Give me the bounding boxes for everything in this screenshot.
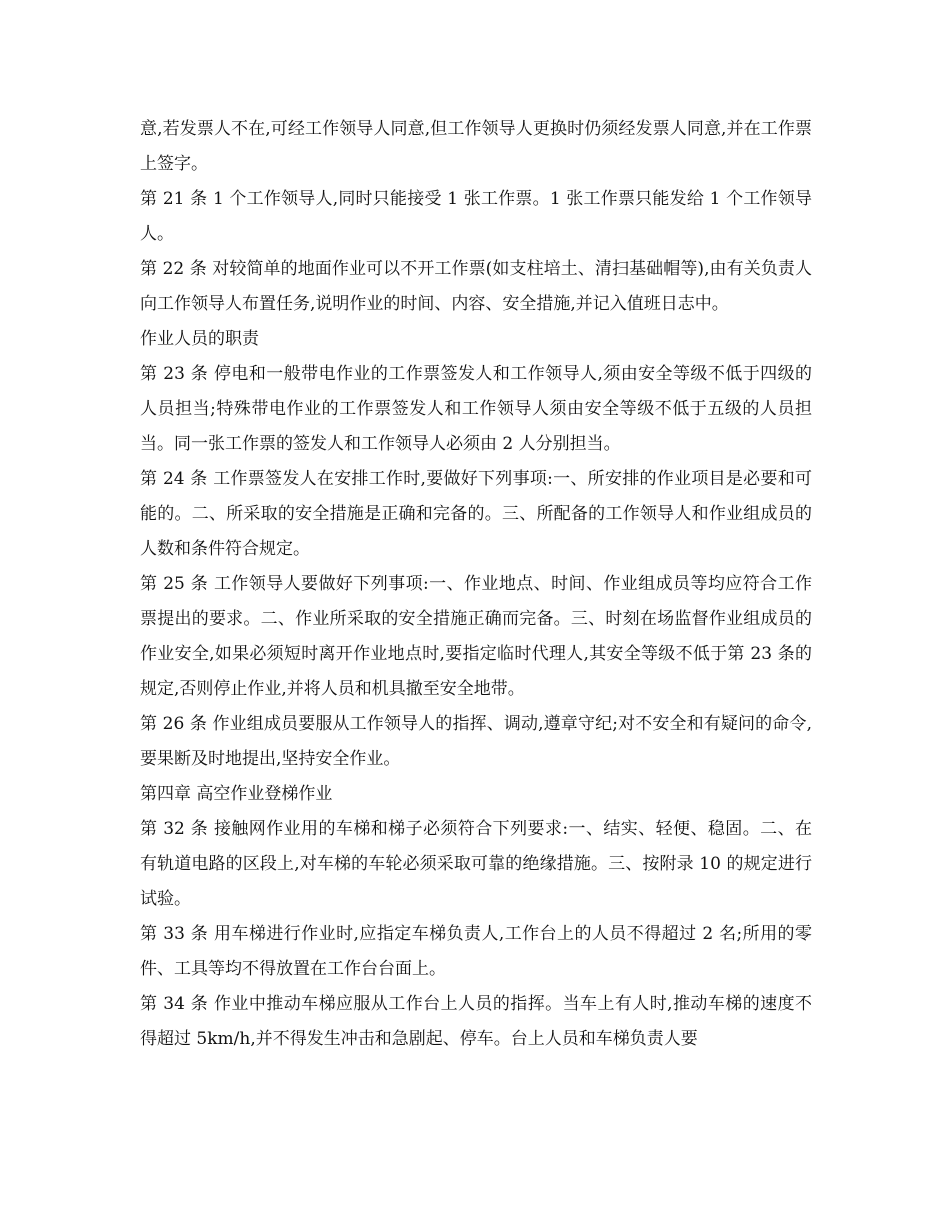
article-23: 第 23 条 停电和一般带电作业的工作票签发人和工作领导人,须由安全等级不低于四级的人员担当;特殊带电作业的工作票签发人和工作领导人须由安全等级不低于五级的人员担当。同一张工作票的签发人和工作领导人必须由 2 人分别担当。 xyxy=(140,364,812,454)
chapter-heading-4: 第四章 高空作业登梯作业 xyxy=(140,784,333,804)
document-body xyxy=(140,112,812,1057)
article-26: 第 26 条 作业组成员要服从工作领导人的指挥、调动,遵章守纪;对不安全和有疑问的命令,要果断及时地提出,坚持安全作业。 xyxy=(140,714,812,769)
article-32: 第 32 条 接触网作业用的车梯和梯子必须符合下列要求:一、结实、轻便、稳固。二、在有轨道电路的区段上,对车梯的车轮必须采取可靠的绝缘措施。三、按附录 10 的规定进行试验。 xyxy=(140,819,812,909)
article-25: 第 25 条 工作领导人要做好下列事项:一、作业地点、时间、作业组成员等均应符合工作票提出的要求。二、作业所采取的安全措施正确而完备。三、时刻在场监督作业组成员的作业安全,如果必须短时离开作业地点时,要指定临时代理人,其安全等级不低于第 23 条的规定,否则停止作业,并将人员和机具撤至安全地带。 xyxy=(140,574,812,699)
section-heading-personnel-duties: 作业人员的职责 xyxy=(140,329,259,349)
article-21: 第 21 条 1 个工作领导人,同时只能接受 1 张工作票。1 张工作票只能发给 1 个工作领导人。 xyxy=(140,189,812,244)
paragraph-continuation: 意,若发票人不在,可经工作领导人同意,但工作领导人更换时仍须经发票人同意,并在工作票上签字。 xyxy=(140,119,812,174)
article-33: 第 33 条 用车梯进行作业时,应指定车梯负责人,工作台上的人员不得超过 2 名;所用的零件、工具等均不得放置在工作台台面上。 xyxy=(140,924,812,979)
article-24: 第 24 条 工作票签发人在安排工作时,要做好下列事项:一、所安排的作业项目是必要和可能的。二、所采取的安全措施是正确和完备的。三、所配备的工作领导人和作业组成员的人数和条件符合规定。 xyxy=(140,469,812,559)
article-22: 第 22 条 对较简单的地面作业可以不开工作票(如支柱培土、清扫基础帽等),由有关负责人向工作领导人布置任务,说明作业的时间、内容、安全措施,并记入值班日志中。 xyxy=(140,259,812,314)
article-34: 第 34 条 作业中推动车梯应服从工作台上人员的指挥。当车上有人时,推动车梯的速度不得超过 5km/h,并不得发生冲击和急剧起、停车。台上人员和车梯负责人要 xyxy=(140,994,812,1049)
